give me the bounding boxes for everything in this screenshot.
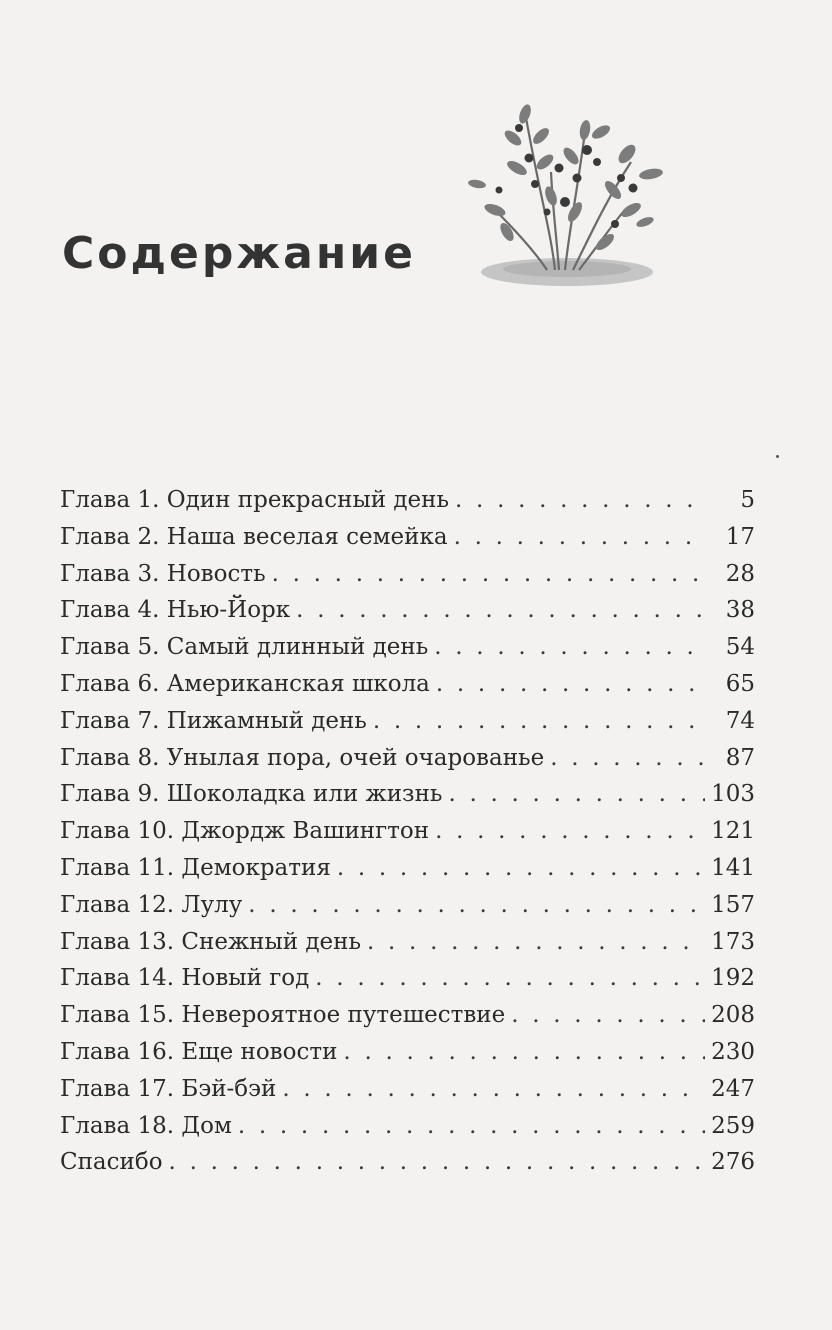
toc-dot-leader [272, 556, 705, 593]
toc-entry-label: Глава 4. Нью-Йорк [60, 597, 291, 624]
toc-dot-leader [337, 850, 705, 887]
toc-entry-label: Глава 11. Демократия [60, 854, 331, 881]
toc-entry-page-number: 208 [711, 1002, 755, 1029]
toc-dot-leader [296, 592, 705, 629]
toc-entry-page-number: 173 [711, 928, 755, 955]
toc-dot-leader [367, 924, 705, 961]
toc-entry-page-number: 28 [725, 560, 755, 587]
toc-entry [60, 1144, 755, 1181]
toc-entry [60, 887, 755, 924]
toc-entry [60, 740, 755, 777]
toc-entry-page-number: 74 [725, 707, 755, 734]
toc-entry [60, 813, 755, 850]
toc-entry-label: Глава 7. Пижамный день [60, 707, 367, 734]
toc-entry-page-number: 54 [725, 634, 755, 661]
page-title: Содержание [62, 228, 416, 279]
blueberry-bush-illustration [455, 92, 685, 302]
toc-entry-page-number: 103 [711, 781, 755, 808]
toc-entry [60, 997, 755, 1034]
toc-entry-label: Глава 9. Шоколадка или жизнь [60, 781, 443, 808]
toc-entry-page-number: 87 [725, 744, 755, 771]
toc-entry-page-number: 157 [711, 891, 755, 918]
toc-entry-label: Глава 3. Новость [60, 560, 266, 587]
toc-entry-page-number: 230 [711, 1038, 755, 1065]
toc-entry [60, 556, 755, 593]
toc-dot-leader [238, 1108, 705, 1145]
toc-entry-page-number: 5 [740, 487, 755, 513]
toc-entry-page-number: 141 [711, 854, 755, 881]
toc-dot-leader [248, 887, 705, 924]
toc-entry [60, 703, 755, 740]
toc-entry-label: Глава 18. Дом [60, 1112, 232, 1139]
toc-dot-leader [169, 1144, 705, 1181]
toc-dot-leader [448, 776, 705, 813]
toc-entry [60, 924, 755, 961]
toc-dot-leader [454, 519, 705, 556]
toc-entry-label: Глава 15. Невероятное путешествие [60, 1002, 506, 1029]
toc-entry-page-number: 65 [725, 670, 755, 697]
toc-dot-leader [373, 703, 705, 740]
toc-dot-leader [343, 1034, 705, 1071]
toc-entry-label: Глава 1. Один прекрасный день [60, 487, 450, 513]
toc-dot-leader [315, 960, 705, 997]
toc-entry-label: Глава 2. Наша веселая семейка [60, 523, 448, 550]
toc-dot-leader [455, 482, 705, 519]
toc-entry [60, 960, 755, 997]
toc-dot-leader [435, 813, 705, 850]
toc-entry-label: Спасибо [60, 1149, 163, 1176]
toc-entry [60, 629, 755, 666]
toc-entry-page-number: 192 [711, 965, 755, 992]
toc-entry-label: Глава 13. Снежный день [60, 928, 362, 955]
toc-dot-leader [550, 740, 705, 777]
toc-entry [60, 666, 755, 703]
toc-dot-leader [436, 666, 705, 703]
toc-entry [60, 1034, 755, 1071]
paper-speck [776, 455, 779, 458]
toc-entry-label: Глава 6. Американская школа [60, 670, 430, 697]
toc-entry [60, 519, 755, 556]
toc-dot-leader [434, 629, 705, 666]
toc-dot-leader [282, 1071, 705, 1108]
toc-dot-leader [511, 997, 705, 1034]
toc-entry-page-number: 259 [711, 1112, 755, 1139]
toc-entry-page-number: 276 [711, 1149, 755, 1176]
toc-entry-label: Глава 14. Новый год [60, 965, 310, 992]
toc-entry-page-number: 38 [725, 597, 755, 624]
toc-entry-label: Глава 8. Унылая пора, очей очарованье [60, 744, 545, 771]
toc-entry [60, 482, 755, 519]
toc-entry-page-number: 247 [711, 1075, 755, 1102]
toc-entry [60, 592, 755, 629]
toc-entry-label: Глава 5. Самый длинный день [60, 634, 429, 661]
toc-entry [60, 776, 755, 813]
table-of-contents [60, 482, 755, 1181]
toc-entry-label: Глава 16. Еще новости [60, 1038, 338, 1065]
toc-entry-page-number: 17 [725, 523, 755, 550]
toc-entry [60, 850, 755, 887]
toc-entry-label: Глава 17. Бэй-бэй [60, 1075, 277, 1102]
toc-entry-label: Глава 10. Джордж Вашингтон [60, 818, 430, 845]
toc-entry-page-number: 121 [711, 818, 755, 845]
toc-entry [60, 1071, 755, 1108]
toc-entry [60, 1108, 755, 1145]
toc-entry-label: Глава 12. Лулу [60, 891, 243, 918]
